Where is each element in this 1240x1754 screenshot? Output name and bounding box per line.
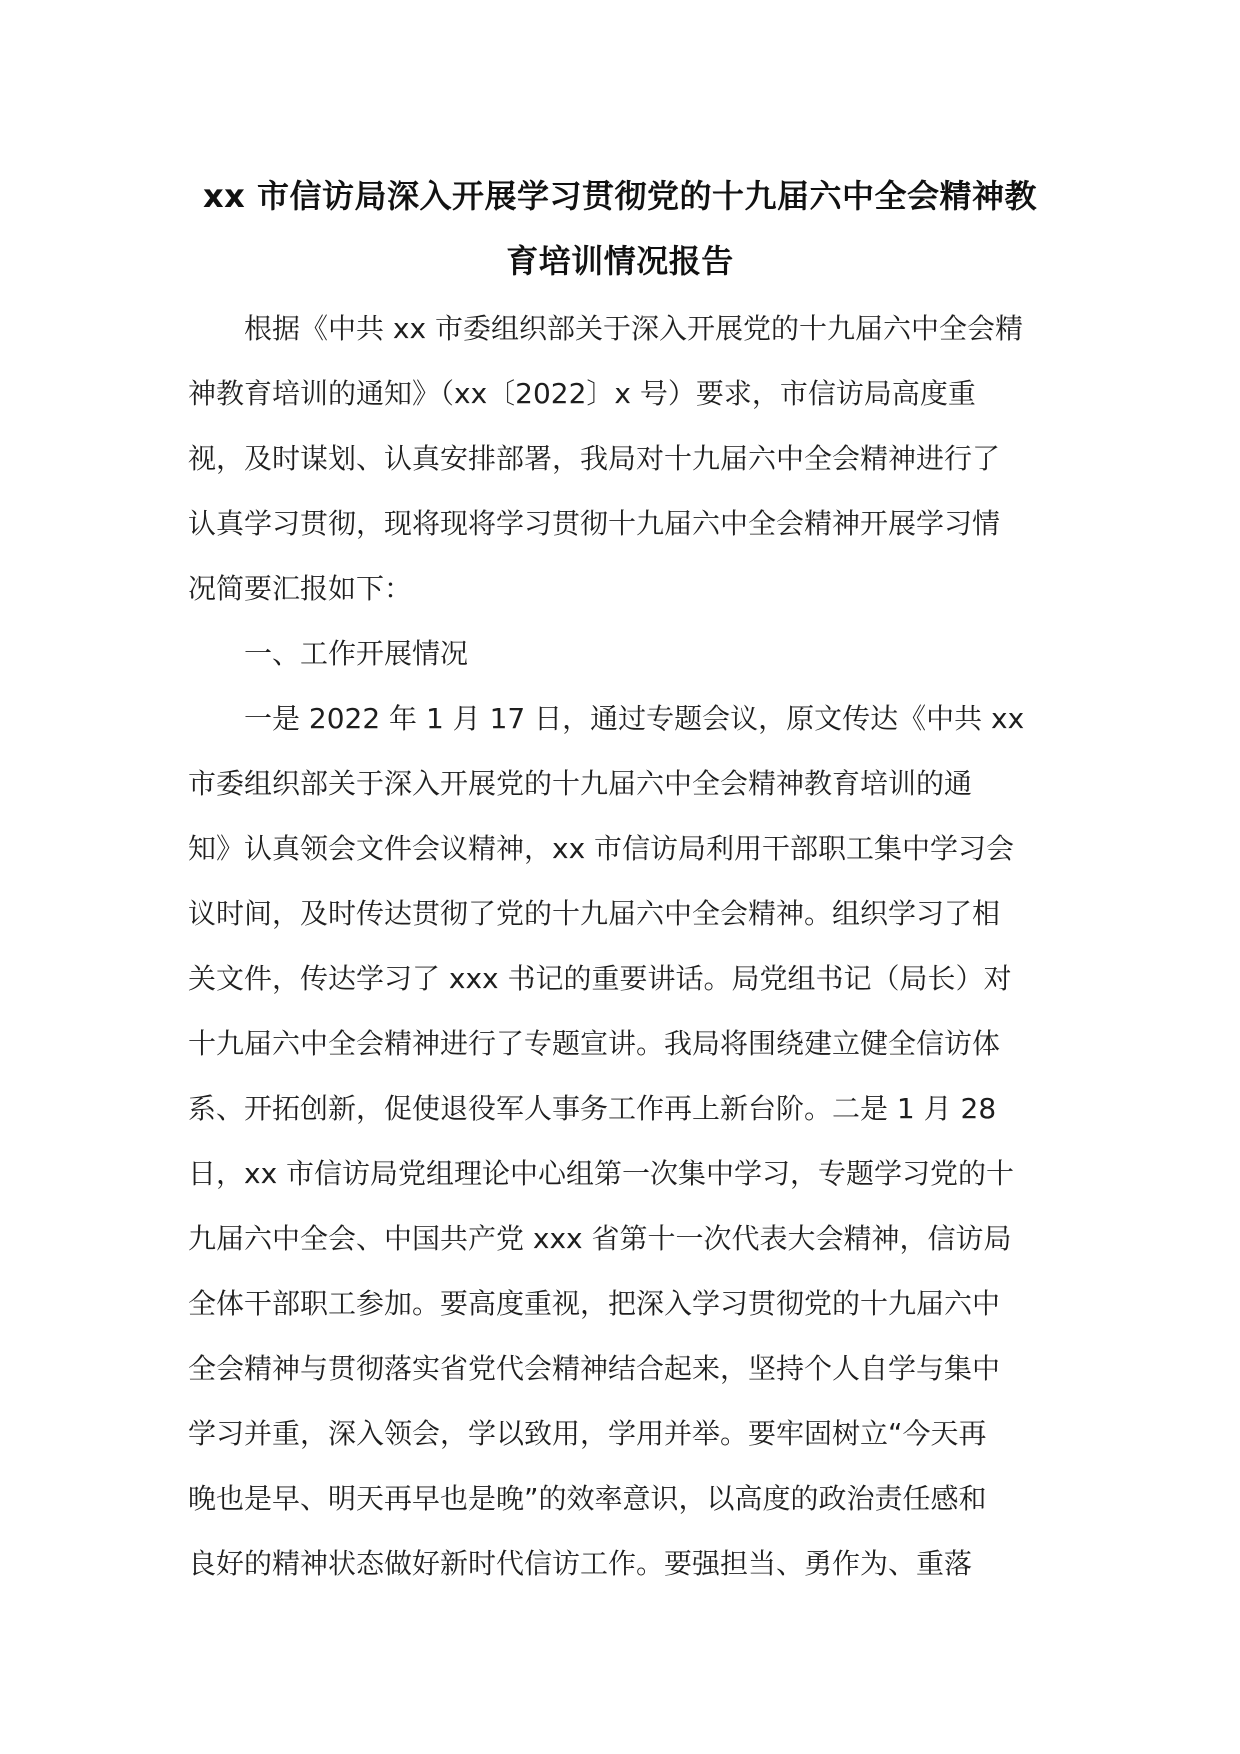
paragraph-line: 学习并重，深入领会，学以致用，学用并举。要牢固树立“今天再 [188, 1417, 987, 1450]
document-title [150, 164, 1090, 294]
body-paragraph [188, 686, 1068, 1596]
section-heading-text: 一、工作开展情况 [244, 637, 469, 670]
paragraph-line: 九届六中全会、中国共产党 xxx 省第十一次代表大会精神，信访局 [188, 1222, 1012, 1255]
paragraph-line: 认真学习贯彻，现将现将学习贯彻十九届六中全会精神开展学习情 [188, 507, 1001, 540]
section-heading [188, 621, 1068, 686]
paragraph-line: 系、开拓创新，促使退役军人事务工作再上新台阶。二是 1 月 28 [188, 1092, 997, 1125]
paragraph-line: 全会精神与贯彻落实省党代会精神结合起来，坚持个人自学与集中 [188, 1352, 1001, 1385]
paragraph-line: 议时间，及时传达贯彻了党的十九届六中全会精神。组织学习了相 [188, 897, 1001, 930]
paragraph-line: 市委组织部关于深入开展党的十九届六中全会精神教育培训的通 [188, 767, 973, 800]
paragraph-line: 十九届六中全会精神进行了专题宣讲。我局将围绕建立健全信访体 [188, 1027, 1001, 1060]
paragraph-line: 关文件，传达学习了 xxx 书记的重要讲话。局党组书记（局长）对 [188, 962, 1012, 995]
paragraph-line: 一是 2022 年 1 月 17 日，通过专题会议，原文传达《中共 xx [244, 702, 1025, 735]
paragraph-line: 日，xx 市信访局党组理论中心组第一次集中学习，专题学习党的十 [188, 1157, 1015, 1190]
paragraph-line: 晚也是早、明天再早也是晚”的效率意识，以高度的政治责任感和 [188, 1482, 987, 1515]
title-line: 育培训情况报告 [506, 242, 734, 280]
paragraph-line: 神教育培训的通知》（xx〔2022〕x 号）要求，市信访局高度重 [188, 377, 976, 410]
paragraph-line: 根据《中共 xx 市委组织部关于深入开展党的十九届六中全会精 [244, 312, 1023, 345]
paragraph-line: 况简要汇报如下： [188, 572, 413, 605]
paragraph-line: 视，及时谋划、认真安排部署，我局对十九届六中全会精神进行了 [188, 442, 1001, 475]
intro-paragraph [188, 296, 1068, 621]
title-line: xx 市信访局深入开展学习贯彻党的十九届六中全会精神教 [203, 177, 1037, 215]
document-body [188, 296, 1068, 1596]
paragraph-line: 全体干部职工参加。要高度重视，把深入学习贯彻党的十九届六中 [188, 1287, 1001, 1320]
paragraph-line: 良好的精神状态做好新时代信访工作。要强担当、勇作为、重落 [188, 1547, 973, 1580]
paragraph-line: 知》认真领会文件会议精神，xx 市信访局利用干部职工集中学习会 [188, 832, 1015, 865]
